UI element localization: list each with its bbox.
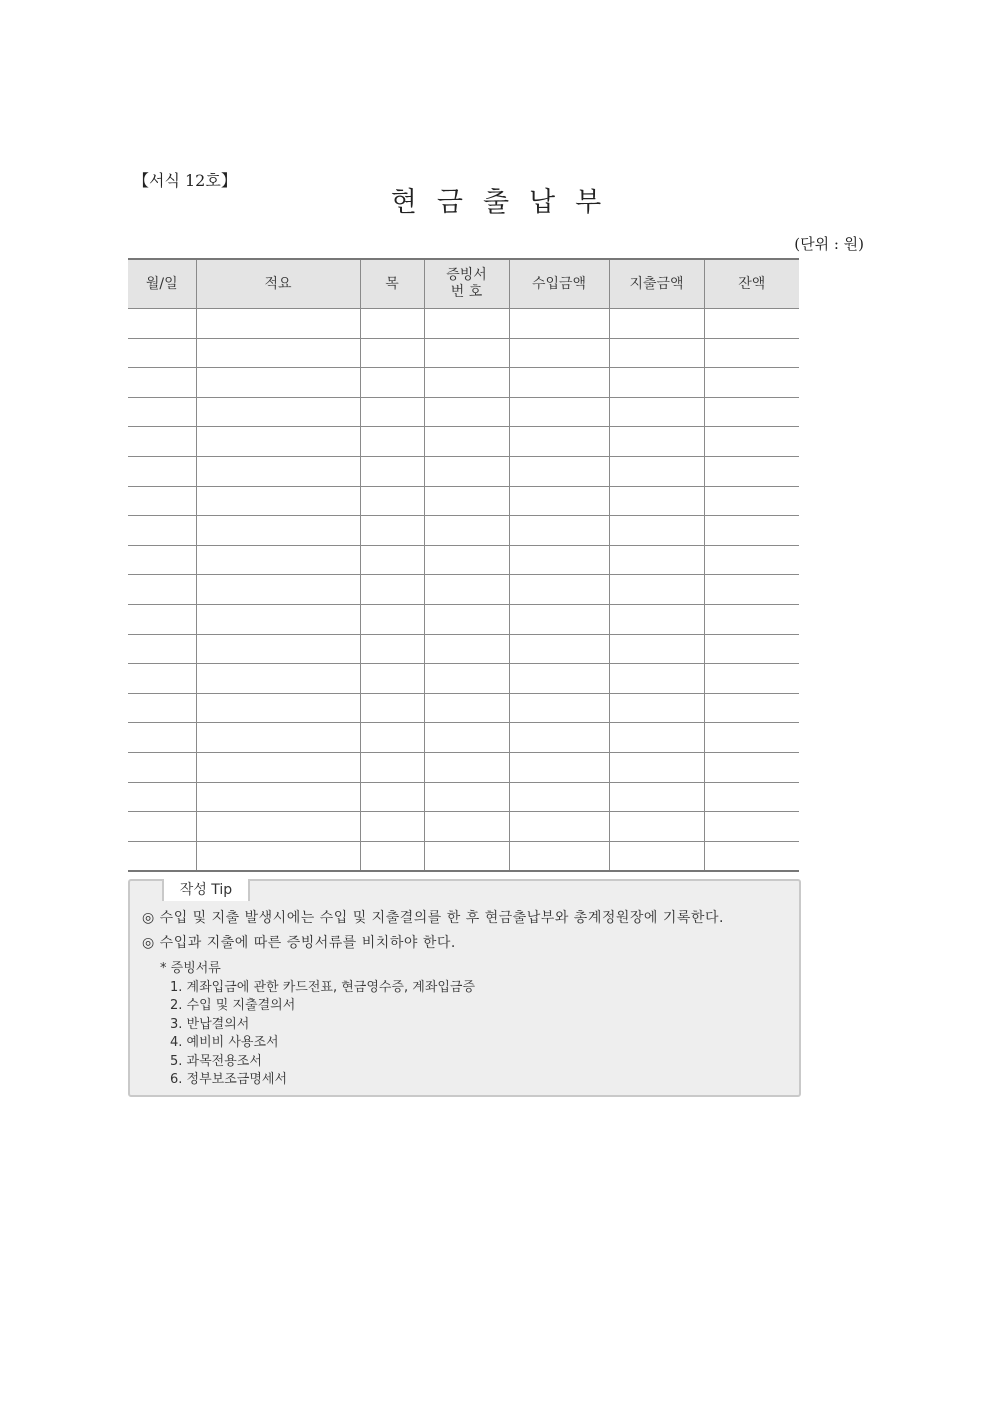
- header-voucher-number: 증빙서 번 호: [424, 259, 509, 309]
- table-cell[interactable]: [360, 486, 424, 516]
- tip-item: 6. 정부보조금명세서: [170, 1072, 287, 1087]
- writing-tip-box: [128, 879, 801, 1097]
- table-cell[interactable]: [509, 782, 609, 812]
- tip-item: 2. 수입 및 지출결의서: [170, 998, 296, 1013]
- table-row: [128, 604, 799, 634]
- table-cell[interactable]: [360, 604, 424, 634]
- table-cell[interactable]: [196, 812, 360, 842]
- table-cell[interactable]: [424, 752, 509, 782]
- table-cell[interactable]: [360, 397, 424, 427]
- table-cell[interactable]: [424, 545, 509, 575]
- table-cell[interactable]: [609, 782, 704, 812]
- table-cell[interactable]: [128, 752, 196, 782]
- table-cell[interactable]: [609, 634, 704, 664]
- table-cell[interactable]: [424, 664, 509, 694]
- table-cell[interactable]: [609, 427, 704, 457]
- table-cell[interactable]: [609, 752, 704, 782]
- ledger-body: [128, 309, 799, 872]
- table-cell[interactable]: [196, 575, 360, 605]
- table-cell[interactable]: [509, 752, 609, 782]
- table-cell[interactable]: [360, 338, 424, 368]
- table-cell[interactable]: [704, 516, 799, 546]
- table-cell[interactable]: [424, 604, 509, 634]
- header-description: 적요: [196, 259, 360, 309]
- table-cell[interactable]: [609, 516, 704, 546]
- table-cell[interactable]: [424, 309, 509, 339]
- table-cell[interactable]: [128, 634, 196, 664]
- tip-tab-label: 작성 Tip: [162, 879, 250, 901]
- table-row: [128, 486, 799, 516]
- table-cell[interactable]: [424, 841, 509, 871]
- table-cell[interactable]: [128, 516, 196, 546]
- table-cell[interactable]: [609, 841, 704, 871]
- table-cell[interactable]: [704, 456, 799, 486]
- table-cell[interactable]: [609, 812, 704, 842]
- table-cell[interactable]: [360, 545, 424, 575]
- table-cell[interactable]: [196, 545, 360, 575]
- table-row: [128, 338, 799, 368]
- table-row: [128, 456, 799, 486]
- table-cell[interactable]: [128, 309, 196, 339]
- tip-line: ◎ 수입 및 지출 발생시에는 수입 및 지출결의를 한 후 현금출납부와 총계정원장에 기록한다.: [142, 910, 724, 926]
- table-cell[interactable]: [704, 575, 799, 605]
- table-cell[interactable]: [424, 782, 509, 812]
- table-cell[interactable]: [360, 309, 424, 339]
- table-cell[interactable]: [128, 486, 196, 516]
- table-cell[interactable]: [196, 309, 360, 339]
- table-cell[interactable]: [509, 309, 609, 339]
- table-cell[interactable]: [704, 397, 799, 427]
- table-row: [128, 397, 799, 427]
- table-cell[interactable]: [196, 664, 360, 694]
- table-cell[interactable]: [424, 338, 509, 368]
- table-cell[interactable]: [609, 338, 704, 368]
- table-cell[interactable]: [609, 456, 704, 486]
- table-header-row: [128, 259, 799, 309]
- table-cell[interactable]: [609, 397, 704, 427]
- table-cell[interactable]: [360, 516, 424, 546]
- table-row: [128, 634, 799, 664]
- table-cell[interactable]: [509, 664, 609, 694]
- table-cell[interactable]: [196, 723, 360, 753]
- header-balance: 잔액: [704, 259, 799, 309]
- table-row: [128, 723, 799, 753]
- table-cell[interactable]: [704, 693, 799, 723]
- table-cell[interactable]: [424, 486, 509, 516]
- table-cell[interactable]: [509, 516, 609, 546]
- table-cell[interactable]: [509, 368, 609, 398]
- table-cell[interactable]: [360, 634, 424, 664]
- table-cell[interactable]: [360, 812, 424, 842]
- table-cell[interactable]: [609, 309, 704, 339]
- table-cell[interactable]: [609, 368, 704, 398]
- table-cell[interactable]: [424, 427, 509, 457]
- table-cell[interactable]: [509, 545, 609, 575]
- tip-item: 1. 계좌입금에 관한 카드전표, 현금영수증, 계좌입금증: [170, 980, 476, 995]
- table-cell[interactable]: [360, 368, 424, 398]
- table-row: [128, 693, 799, 723]
- tip-item: 4. 예비비 사용조서: [170, 1035, 279, 1050]
- table-cell[interactable]: [360, 752, 424, 782]
- table-cell[interactable]: [609, 693, 704, 723]
- tip-item: 3. 반납결의서: [170, 1017, 250, 1032]
- table-cell[interactable]: [128, 545, 196, 575]
- table-cell[interactable]: [360, 782, 424, 812]
- table-cell[interactable]: [704, 664, 799, 694]
- table-cell[interactable]: [704, 782, 799, 812]
- tip-sub-heading: * 증빙서류: [160, 961, 221, 976]
- header-expense-amount: 지출금액: [609, 259, 704, 309]
- table-cell[interactable]: [609, 575, 704, 605]
- table-cell[interactable]: [509, 812, 609, 842]
- table-cell[interactable]: [424, 368, 509, 398]
- form-code: 【서식 12호】: [133, 171, 237, 190]
- tip-item: 5. 과목전용조서: [170, 1054, 262, 1069]
- document-title: 현금출납부: [390, 187, 622, 218]
- table-cell[interactable]: [704, 604, 799, 634]
- table-cell[interactable]: [704, 338, 799, 368]
- table-cell[interactable]: [509, 338, 609, 368]
- table-cell[interactable]: [360, 575, 424, 605]
- table-cell[interactable]: [509, 693, 609, 723]
- header-income-amount: 수입금액: [509, 259, 609, 309]
- table-cell[interactable]: [128, 841, 196, 871]
- table-cell[interactable]: [360, 693, 424, 723]
- table-cell[interactable]: [196, 604, 360, 634]
- header-date: 월/일: [128, 259, 196, 309]
- table-cell[interactable]: [128, 782, 196, 812]
- table-row: [128, 782, 799, 812]
- table-cell[interactable]: [196, 338, 360, 368]
- table-row: [128, 841, 799, 871]
- table-cell[interactable]: [509, 486, 609, 516]
- table-row: [128, 309, 799, 339]
- table-cell[interactable]: [128, 427, 196, 457]
- table-cell[interactable]: [509, 723, 609, 753]
- table-cell[interactable]: [360, 456, 424, 486]
- table-cell[interactable]: [704, 841, 799, 871]
- table-cell[interactable]: [360, 841, 424, 871]
- table-cell[interactable]: [704, 427, 799, 457]
- table-cell[interactable]: [196, 427, 360, 457]
- table-row: [128, 427, 799, 457]
- table-cell[interactable]: [128, 693, 196, 723]
- table-cell[interactable]: [704, 752, 799, 782]
- table-row: [128, 752, 799, 782]
- table-cell[interactable]: [704, 812, 799, 842]
- table-cell[interactable]: [509, 397, 609, 427]
- table-cell[interactable]: [360, 427, 424, 457]
- table-row: [128, 516, 799, 546]
- table-cell[interactable]: [196, 397, 360, 427]
- table-cell[interactable]: [509, 604, 609, 634]
- table-cell[interactable]: [196, 456, 360, 486]
- table-row: [128, 664, 799, 694]
- table-cell[interactable]: [704, 309, 799, 339]
- table-cell[interactable]: [128, 397, 196, 427]
- table-cell[interactable]: [360, 723, 424, 753]
- cash-ledger-table: [128, 258, 799, 872]
- table-cell[interactable]: [424, 397, 509, 427]
- table-cell[interactable]: [128, 664, 196, 694]
- table-cell[interactable]: [196, 752, 360, 782]
- table-cell[interactable]: [609, 486, 704, 516]
- table-row: [128, 545, 799, 575]
- table-cell[interactable]: [128, 575, 196, 605]
- table-cell[interactable]: [424, 516, 509, 546]
- table-cell[interactable]: [128, 723, 196, 753]
- table-cell[interactable]: [704, 723, 799, 753]
- tip-line: ◎ 수입과 지출에 따른 증빙서류를 비치하야 한다.: [142, 935, 456, 951]
- table-cell[interactable]: [704, 634, 799, 664]
- table-cell[interactable]: [196, 841, 360, 871]
- table-cell[interactable]: [509, 456, 609, 486]
- table-cell[interactable]: [196, 486, 360, 516]
- unit-note: (단위 : 원): [794, 235, 864, 253]
- table-cell[interactable]: [609, 604, 704, 634]
- table-cell[interactable]: [128, 368, 196, 398]
- table-cell[interactable]: [509, 575, 609, 605]
- table-cell[interactable]: [360, 664, 424, 694]
- table-cell[interactable]: [424, 575, 509, 605]
- table-cell[interactable]: [704, 486, 799, 516]
- table-cell[interactable]: [424, 723, 509, 753]
- table-cell[interactable]: [196, 516, 360, 546]
- table-cell[interactable]: [196, 634, 360, 664]
- table-cell[interactable]: [509, 427, 609, 457]
- table-cell[interactable]: [609, 545, 704, 575]
- table-cell[interactable]: [128, 604, 196, 634]
- table-cell[interactable]: [424, 634, 509, 664]
- table-cell[interactable]: [196, 368, 360, 398]
- header-item: 목: [360, 259, 424, 309]
- table-row: [128, 575, 799, 605]
- table-cell[interactable]: [424, 456, 509, 486]
- table-cell[interactable]: [509, 841, 609, 871]
- table-cell[interactable]: [704, 368, 799, 398]
- table-cell[interactable]: [128, 456, 196, 486]
- table-cell[interactable]: [424, 812, 509, 842]
- table-cell[interactable]: [704, 545, 799, 575]
- table-cell[interactable]: [196, 693, 360, 723]
- table-cell[interactable]: [424, 693, 509, 723]
- table-cell[interactable]: [128, 812, 196, 842]
- table-row: [128, 368, 799, 398]
- table-cell[interactable]: [196, 782, 360, 812]
- table-cell[interactable]: [509, 634, 609, 664]
- table-row: [128, 812, 799, 842]
- table-cell[interactable]: [609, 723, 704, 753]
- table-cell[interactable]: [128, 338, 196, 368]
- table-cell[interactable]: [609, 664, 704, 694]
